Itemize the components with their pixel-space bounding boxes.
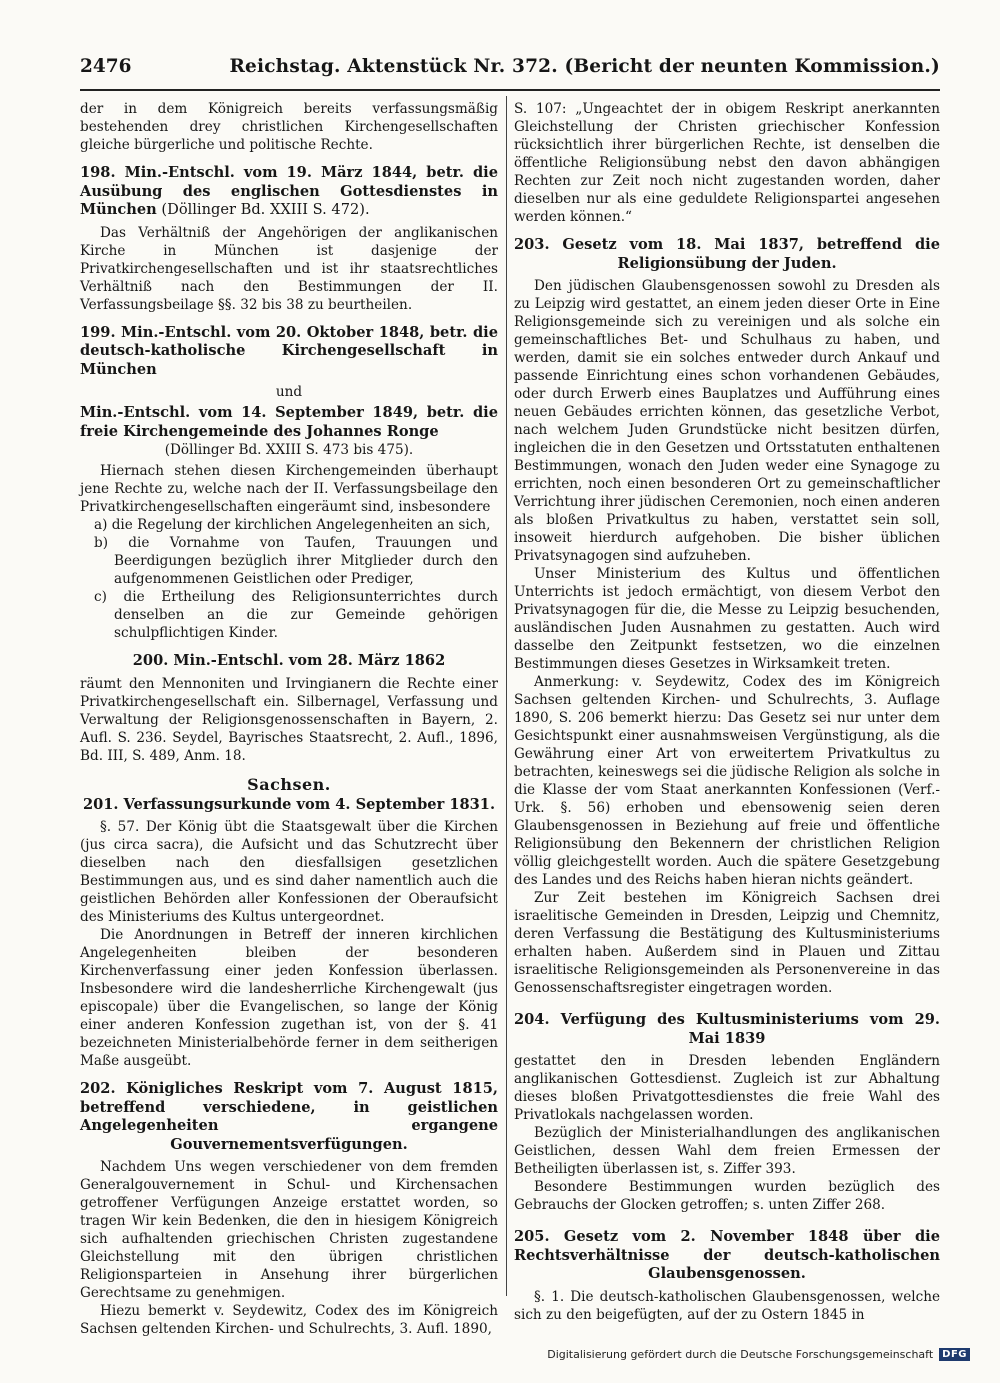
paragraph: Zur Zeit bestehen im Königreich Sachsen drei israelitische Gemeinden in Dresden, Leipzig und Chemnitz, deren Verfassung die Bestätigung des Kultusministeriums erhalten haben. Außerdem sind in Plauen und Zittau israelitische Religionsgemeinden als Personenvereine in das Genossenschaftsregister eingetragen worden. <box>514 890 940 996</box>
paragraph: Den jüdischen Glaubensgenossen sowohl zu Dresden als zu Leipzig wird gestattet, an einem jeden dieser Orte in Eine Religionsgemeinde sich zu vereinigen und als solche ein gemeinschaftliches Bet- und Schulhaus zu haben, und werden, damit sie ein solches entweder durch Ankauf und passende Einrichtung eines schon vorhandenen Gebäudes, oder durch Erwerb eines Bauplatzes und Aufführung eines neuen Gebäudes errichten können, das gesetzliche Verbot, nach welchem Juden Grundstücke nicht besitzen dürfen, ingleichen die in den Gesetzen und Ortsstatuten enthaltenen Bestimmungen, wonach den Juden weder eine Synagoge zu errichten, noch einen besonderen Ort zu gemeinschaftlicher Verrichtung ihrer jüdischen Ceremonien, noch einen anderen als bloßen Privatkultus zu haben, verstattet sein soll, insoweit hierdurch aufgehoben. Die bisher üblichen Privatsynagogen sind aufzuheben. <box>514 278 940 564</box>
section-heading: 202. Königliches Reskript vom 7. August 1815, betreffend verschiedene, in geistlichen Angelegenheiten ergangene Gouvernementsverfügungen. <box>80 1080 498 1153</box>
section-heading: 204. Verfügung des Kultusministeriums vom 29. Mai 1839 <box>514 1011 940 1047</box>
section-heading: 201. Verfassungsurkunde vom 4. September 1831. <box>82 795 496 813</box>
enumeration-list <box>80 516 498 642</box>
paragraph: gestattet den in Dresden lebenden Engländern anglikanischen Gottesdienst. Zugleich ist zur Abhaltung dieses bloßen Privatgottesdienstes die freie Wahl des Privatlokals nachgelassen worden. <box>514 1053 940 1123</box>
paragraph: Besondere Bestimmungen wurden bezüglich des Gebrauchs der Glocken getroffen; s. unten Ziffer 268. <box>514 1179 940 1213</box>
paragraph: Hiezu bemerkt v. Seydewitz, Codex des im Königreich Sachsen geltenden Kirchen- und Schulrechts, 3. Aufl. 1890, <box>80 1303 498 1337</box>
left-column <box>80 100 498 1337</box>
paragraph: Nachdem Uns wegen verschiedener von dem fremden Generalgouvernement in Schul- und Kirchensachen getroffener Verfügungen Anzeige erstattet worden, so tragen Wir kein Bedenken, die den in hiesigem Königreich sich aufhaltenden griechischen Christen zugestandene Gleichstellung mit den übrigen christlichen Religionsparteien in Ansehung ihrer bürgerlichen Gerechtsame zu genehmigen. <box>80 1159 498 1301</box>
paragraph: S. 107: „Ungeachtet der in obigem Reskript anerkannten Gleichstellung der Christen griechischer Konfession rücksichtlich ihrer bürgerlichen Rechte, ist denselben die öffentliche Religionsübung nebst den davon abhängigen Rechten zur Zeit noch nicht zugestanden worden, daher dieselben nur als eine geduldete Religionspartei angesehen werden können.“ <box>514 101 940 225</box>
paragraph: Bezüglich der Ministerialhandlungen des anglikanischen Geistlichen, dessen Wahl dem freien Ermessen der Betheiligten überlassen ist, s. Ziffer 393. <box>514 1125 940 1177</box>
paragraph: Unser Ministerium des Kultus und öffentlichen Unterrichts ist jedoch ermächtigt, von diesem Verbot den Privatsynagogen für die, die Messe zu Leipzig besuchenden, ausländischen Juden Ausnahmen zu gestatten. Auch wird dasselbe den Zeitpunkt festsetzen, wo die einzelnen Bestimmungen dieses Gesetzes in Wirksamkeit treten. <box>514 566 940 672</box>
paragraph: der in dem Königreich bereits verfassungsmäßig bestehenden drey christlichen Kirchengesellschaften gleiche bürgerliche und politische Rechte. <box>80 101 498 153</box>
state-heading-sachsen: Sachsen. <box>247 774 331 794</box>
section-heading: 199. Min.-Entschl. vom 20. Oktober 1848, betr. die deutsch-katholische Kirchengesellschaft in München <box>80 323 498 378</box>
credit-text: Digitalisierung gefördert durch die Deutsche Forschungsgemeinschaft <box>547 1348 934 1361</box>
source-citation: (Döllinger Bd. XXIII S. 473 bis 475). <box>164 442 414 458</box>
paragraph: Die Anordnungen in Betreff der inneren kirchlichen Angelegenheiten bleiben der besonderen Kirchenverfassung einer jeden Konfession überlassen. Insbesondere wird die landesherrliche Kirchengewalt (jus episcopale) über die Evangelischen, so lange der König einer anderen Konfession zugethan ist, von der §. 41 bezeichneten Ministerialbehörde ferner in dem seitherigen Maße ausgeübt. <box>80 927 498 1069</box>
paragraph: Hiernach stehen diesen Kirchengemeinden überhaupt jene Rechte zu, welche nach der II. Verfassungsbeilage den Privatkirchengesellschaften eingeräumt sind, insbesondere <box>80 463 498 515</box>
section-heading: 203. Gesetz vom 18. Mai 1837, betreffend die Religionsübung der Juden. <box>514 236 940 272</box>
conjunction-und: und <box>275 384 303 400</box>
paragraph: §. 57. Der König übt die Staatsgewalt über die Kirchen (jus circa sacra), die Aufsicht und das Schutzrecht über dieselben nach den diesfallsigen gesetzlichen Bestimmungen aus, und es sind daher namentlich auch die geistlichen Behörden aller Konfessionen der Oberaufsicht des Ministeriums des Kultus untergeordnet. <box>80 819 498 925</box>
running-title: Reichstag. Aktenstück Nr. 372. (Bericht der neunten Kommission.) <box>229 56 940 77</box>
page-header <box>80 56 940 88</box>
header-rule <box>80 89 940 91</box>
list-item: b) die Vornahme von Taufen, Trauungen und Beerdigungen bezüglich ihrer Mitglieder durch den aufgenommenen Geistlichen oder Prediger, <box>94 535 498 587</box>
digitization-credit <box>547 1348 970 1361</box>
paragraph: §. 1. Die deutsch-katholischen Glaubensgenossen, welche sich zu den beigefügten, auf der zu Ostern 1845 in <box>514 1288 940 1323</box>
right-column <box>514 100 940 1323</box>
list-item: a) die Regelung der kirchlichen Angelegenheiten an sich, <box>94 517 491 533</box>
section-heading: 198. Min.-Entschl. vom 19. März 1844, betr. die Ausübung des englischen Gottesdienstes in München (Döllinger Bd. XXIII S. 472). <box>80 164 498 218</box>
annotation-note: Anmerkung: v. Seydewitz, Codex des im Königreich Sachsen geltenden Kirchen- und Schulrechts, 3. Auflage 1890, S. 206 bemerkt hierzu: Das Gesetz sei nur unter dem Gesichtspunkt einer ausnahmsweisen Vergünstigung, als die Gewährung einer Art von erweitertem Privatkultus zu betrachten, keineswegs sei die jüdische Religion als solche in die Klasse der vom Staat anerkannten Konfessionen (Verf.-Urk. §. 56) erhoben und ebensowenig seien deren Glaubensgenossen in Beziehung auf freie und öffentliche Religionsübung den Bekennern der christlichen Religion völlig gleichgestellt worden. Auch die spätere Gesetzgebung des Landes und des Reichs haben hieran nichts geändert. <box>514 674 940 888</box>
column-divider <box>506 96 507 1296</box>
section-heading: Min.-Entschl. vom 14. September 1849, betr. die freie Kirchengemeinde des Johannes Ronge <box>80 404 498 440</box>
list-item: c) die Ertheilung des Religionsunterrichtes durch denselben an die zur Gemeinde gehörigen schulpflichtigen Kinder. <box>94 589 498 641</box>
paragraph: Das Verhältniß der Angehörigen der anglikanischen Kirche in München ist dasjenige der Privatkirchengesellschaften und ist ihr staatsrechtliches Verhältniß nach den Bestimmungen der II. Verfassungsbeilage §§. 32 bis 38 zu beurtheilen. <box>80 224 498 313</box>
dfg-logo: DFG <box>939 1348 970 1361</box>
section-heading: 200. Min.-Entschl. vom 28. März 1862 <box>132 652 446 669</box>
page-number: 2476 <box>80 56 132 77</box>
paragraph: räumt den Mennoniten und Irvingianern die Rechte einer Privatkirchengesellschaft ein. Silbernagel, Verfassung und Verwaltung der Religionsgenossenschaften in Bayern, 2. Aufl. S. 236. Seydel, Bayrisches Staatsrecht, 2. Aufl., 1896, Bd. III, S. 489, Anm. 18. <box>80 675 498 764</box>
section-heading: 205. Gesetz vom 2. November 1848 über die Rechtsverhältnisse der deutsch-katholischen Glaubensgenossen. <box>514 1228 940 1282</box>
